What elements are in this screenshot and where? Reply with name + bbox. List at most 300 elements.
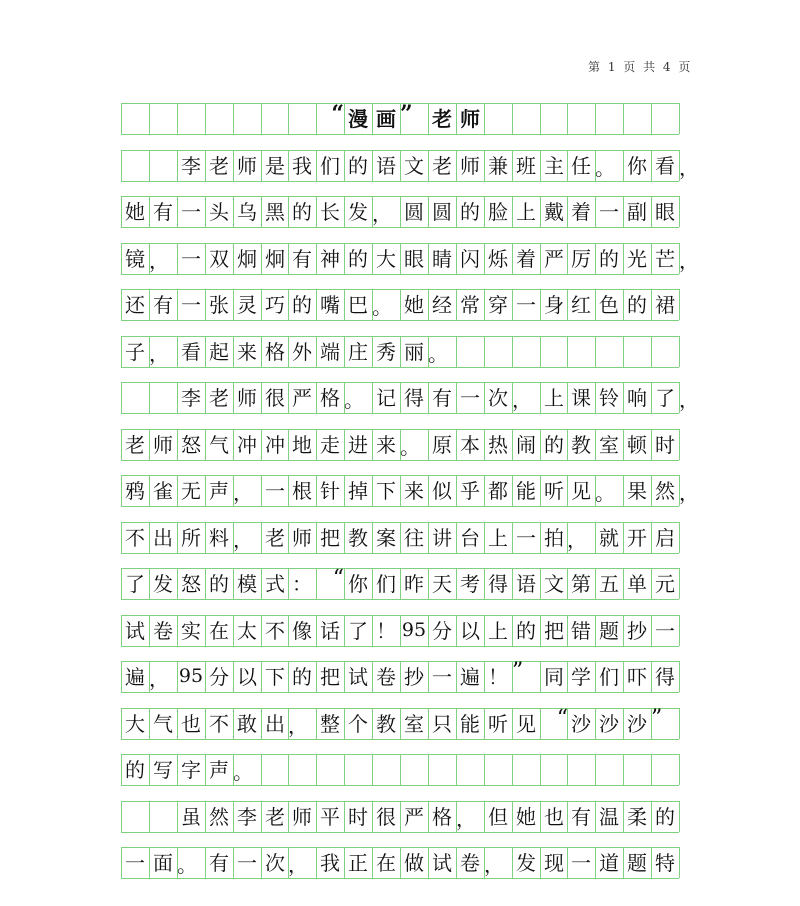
essay-line bbox=[121, 475, 699, 506]
grid-character: 所 bbox=[181, 525, 201, 550]
grid-character: 来 bbox=[376, 432, 396, 457]
grid-character: 老 bbox=[209, 385, 229, 410]
grid-character: ， bbox=[149, 667, 169, 691]
grid-character: 经 bbox=[432, 292, 452, 317]
grid-character: 分 bbox=[432, 618, 452, 643]
grid-character: 常 bbox=[460, 292, 480, 317]
grid-character: 画 bbox=[376, 106, 396, 131]
grid-character: 长 bbox=[320, 199, 340, 224]
grid-character: 。 bbox=[595, 481, 615, 505]
grid-character: 穿 bbox=[488, 292, 508, 317]
grid-character: 教 bbox=[348, 525, 368, 550]
grid-character: 的 bbox=[627, 292, 647, 317]
grid-character: 老 bbox=[265, 804, 285, 829]
grid-character: 一 bbox=[237, 850, 257, 875]
grid-character: 一 bbox=[516, 292, 536, 317]
grid-character: 记 bbox=[376, 385, 396, 410]
grid-character: 平 bbox=[320, 804, 340, 829]
grid-vertical-line bbox=[679, 568, 680, 599]
grid-character: 开 bbox=[627, 525, 647, 550]
grid-character: 沙 bbox=[627, 711, 647, 736]
grid-character: 师 bbox=[237, 385, 257, 410]
grid-character: 题 bbox=[627, 850, 647, 875]
grid-character: ， bbox=[372, 202, 392, 226]
grid-character: 老 bbox=[265, 525, 285, 550]
grid-character: 根 bbox=[292, 478, 312, 503]
grid-character: 室 bbox=[599, 432, 619, 457]
grid-character: 以 bbox=[460, 618, 480, 643]
grid-character: “ bbox=[331, 101, 344, 127]
grid-character: 大 bbox=[125, 711, 145, 736]
grid-character: 李 bbox=[181, 153, 201, 178]
grid-vertical-line bbox=[679, 661, 680, 692]
grid-character: ， bbox=[149, 342, 169, 366]
grid-character: 时 bbox=[655, 432, 675, 457]
grid-horizontal-line bbox=[121, 367, 679, 368]
grid-character: 李 bbox=[237, 804, 257, 829]
grid-character: 以 bbox=[237, 664, 257, 689]
grid-character: ， bbox=[456, 807, 476, 831]
essay-line bbox=[121, 615, 679, 646]
essay-line bbox=[121, 847, 679, 878]
grid-character: 在 bbox=[376, 850, 396, 875]
essay-line bbox=[121, 336, 679, 367]
grid-character: 台 bbox=[460, 525, 480, 550]
grid-character: 圆 bbox=[432, 199, 452, 224]
grid-character: 副 bbox=[627, 199, 647, 224]
grid-horizontal-line bbox=[121, 553, 679, 554]
grid-character: ， bbox=[233, 481, 253, 505]
grid-character: 单 bbox=[627, 571, 647, 596]
grid-character: 师 bbox=[460, 153, 480, 178]
grid-character: 案 bbox=[376, 525, 396, 550]
grid-vertical-line bbox=[679, 103, 680, 134]
grid-character: 冲 bbox=[237, 432, 257, 457]
grid-character: 听 bbox=[488, 711, 508, 736]
grid-character: 脸 bbox=[488, 199, 508, 224]
grid-character: 无 bbox=[181, 478, 201, 503]
grid-character: 的 bbox=[292, 664, 312, 689]
grid-character: 声 bbox=[209, 478, 229, 503]
essay-line bbox=[121, 708, 679, 739]
grid-character: 拍 bbox=[544, 525, 564, 550]
grid-character: 模 bbox=[237, 571, 257, 596]
essay-line bbox=[121, 522, 679, 553]
grid-character: 来 bbox=[237, 339, 257, 364]
grid-character: 你 bbox=[348, 571, 368, 596]
grid-character: 热 bbox=[488, 432, 508, 457]
grid-character: ， bbox=[679, 481, 699, 505]
grid-character: ” bbox=[512, 659, 524, 684]
grid-character: 主 bbox=[544, 153, 564, 178]
grid-character: 做 bbox=[404, 850, 424, 875]
grid-character: 灵 bbox=[237, 292, 257, 317]
grid-character: 一 bbox=[516, 525, 536, 550]
grid-character: 乎 bbox=[460, 478, 480, 503]
grid-character: 地 bbox=[292, 432, 312, 457]
grid-character: 一 bbox=[432, 664, 452, 689]
grid-character: 实 bbox=[181, 618, 201, 643]
grid-character: 厉 bbox=[571, 246, 591, 271]
grid-character: 往 bbox=[404, 525, 424, 550]
grid-character: 温 bbox=[599, 804, 619, 829]
grid-character: 文 bbox=[544, 571, 564, 596]
essay-line bbox=[121, 289, 679, 320]
grid-character: 第 bbox=[571, 571, 591, 596]
grid-character: 巴 bbox=[348, 292, 368, 317]
essay-line bbox=[121, 196, 679, 227]
grid-character: 师 bbox=[237, 153, 257, 178]
grid-character: “ bbox=[332, 566, 344, 591]
grid-character: 一 bbox=[265, 478, 285, 503]
grid-character: 太 bbox=[237, 618, 257, 643]
grid-character: 文 bbox=[404, 153, 424, 178]
grid-vertical-line bbox=[679, 615, 680, 646]
grid-character: 。 bbox=[177, 853, 197, 877]
grid-vertical-line bbox=[679, 429, 680, 460]
grid-character: 双 bbox=[209, 246, 229, 271]
grid-character: 们 bbox=[320, 153, 340, 178]
grid-character: 柔 bbox=[627, 804, 647, 829]
grid-horizontal-line bbox=[121, 413, 679, 414]
grid-character: 师 bbox=[292, 525, 312, 550]
grid-character: 卷 bbox=[460, 850, 480, 875]
grid-character: 气 bbox=[153, 711, 173, 736]
grid-horizontal-line bbox=[121, 739, 679, 740]
grid-horizontal-line bbox=[121, 460, 679, 461]
grid-character: 铃 bbox=[599, 385, 619, 410]
grid-character: 教 bbox=[571, 432, 591, 457]
grid-character: 鸦 bbox=[125, 478, 145, 503]
grid-horizontal-line bbox=[121, 599, 679, 600]
grid-horizontal-line bbox=[121, 274, 679, 275]
grid-character: 发 bbox=[153, 571, 173, 596]
grid-character: 的 bbox=[460, 199, 480, 224]
grid-character: 们 bbox=[376, 571, 396, 596]
grid-character: 大 bbox=[376, 246, 396, 271]
grid-character: 师 bbox=[460, 106, 480, 131]
grid-character: 的 bbox=[292, 292, 312, 317]
grid-character: 试 bbox=[348, 664, 368, 689]
grid-character: 字 bbox=[181, 757, 201, 782]
grid-character: 来 bbox=[404, 478, 424, 503]
grid-character: 神 bbox=[320, 246, 340, 271]
grid-character: ， bbox=[288, 714, 308, 738]
grid-character: 老 bbox=[432, 106, 452, 131]
grid-character: 了 bbox=[348, 618, 368, 643]
grid-character: “ bbox=[556, 706, 568, 731]
grid-character: 式 bbox=[265, 571, 285, 596]
grid-character: 出 bbox=[153, 525, 173, 550]
grid-character: 色 bbox=[599, 292, 619, 317]
grid-character: 兼 bbox=[488, 153, 508, 178]
grid-character: 严 bbox=[292, 385, 312, 410]
grid-character: 端 bbox=[320, 339, 340, 364]
grid-character: 就 bbox=[599, 525, 619, 550]
grid-character: 不 bbox=[209, 711, 229, 736]
grid-character: 裙 bbox=[655, 292, 675, 317]
grid-character: 格 bbox=[320, 385, 340, 410]
grid-character: 怒 bbox=[181, 571, 201, 596]
grid-character: 特 bbox=[655, 850, 675, 875]
grid-character: 题 bbox=[599, 618, 619, 643]
grid-character: 把 bbox=[544, 618, 564, 643]
grid-character: 有 bbox=[153, 199, 173, 224]
grid-character: 课 bbox=[571, 385, 591, 410]
grid-character: 讲 bbox=[432, 525, 452, 550]
grid-character: ， bbox=[679, 388, 699, 412]
grid-character: ， bbox=[288, 853, 308, 877]
grid-vertical-line bbox=[679, 289, 680, 320]
grid-character: 卷 bbox=[376, 664, 396, 689]
grid-character: 似 bbox=[432, 478, 452, 503]
grid-horizontal-line bbox=[121, 692, 679, 693]
grid-character: 的 bbox=[655, 804, 675, 829]
grid-character: 得 bbox=[655, 664, 675, 689]
grid-character: 像 bbox=[292, 618, 312, 643]
grid-character: 李 bbox=[181, 385, 201, 410]
grid-character: 黑 bbox=[265, 199, 285, 224]
grid-character: 原 bbox=[432, 432, 452, 457]
grid-character: 吓 bbox=[627, 664, 647, 689]
grid-character: 学 bbox=[571, 664, 591, 689]
grid-character: ， bbox=[149, 249, 169, 273]
grid-character: 天 bbox=[432, 571, 452, 596]
grid-character: 闪 bbox=[460, 246, 480, 271]
grid-character: 抄 bbox=[627, 618, 647, 643]
grid-character: 把 bbox=[320, 664, 340, 689]
grid-character: 的 bbox=[348, 246, 368, 271]
grid-horizontal-line bbox=[121, 134, 679, 135]
grid-vertical-line bbox=[679, 847, 680, 878]
grid-character: 。 bbox=[428, 342, 448, 366]
grid-character: 卷 bbox=[153, 618, 173, 643]
grid-character: 虽 bbox=[181, 804, 201, 829]
grid-character: 。 bbox=[372, 295, 392, 319]
grid-character: 语 bbox=[516, 571, 536, 596]
grid-character: 元 bbox=[655, 571, 675, 596]
grid-character: 敢 bbox=[237, 711, 257, 736]
grid-character: 庄 bbox=[348, 339, 368, 364]
grid-character: 教 bbox=[376, 711, 396, 736]
grid-character: 圆 bbox=[404, 199, 424, 224]
grid-character: 上 bbox=[516, 199, 536, 224]
grid-character: 不 bbox=[265, 618, 285, 643]
grid-character: 烁 bbox=[488, 246, 508, 271]
grid-character: 有 bbox=[571, 804, 591, 829]
grid-character: 了 bbox=[655, 385, 675, 410]
grid-character: 冲 bbox=[265, 432, 285, 457]
grid-character: 看 bbox=[655, 153, 675, 178]
grid-character: 有 bbox=[209, 850, 229, 875]
grid-character: 昨 bbox=[404, 571, 424, 596]
grid-horizontal-line bbox=[121, 878, 679, 879]
grid-character: 睛 bbox=[432, 246, 452, 271]
grid-character: 次 bbox=[265, 850, 285, 875]
grid-character: 怒 bbox=[181, 432, 201, 457]
grid-character: 见 bbox=[516, 711, 536, 736]
grid-character: 在 bbox=[209, 618, 229, 643]
grid-character: 95 bbox=[178, 665, 204, 687]
grid-character: ： bbox=[292, 571, 312, 596]
grid-character: 遍 bbox=[460, 664, 480, 689]
grid-character: 能 bbox=[460, 711, 480, 736]
grid-character: 我 bbox=[292, 153, 312, 178]
grid-character: ， bbox=[512, 388, 532, 412]
grid-character: 着 bbox=[571, 199, 591, 224]
grid-character: 上 bbox=[488, 525, 508, 550]
grid-character: 她 bbox=[516, 804, 536, 829]
grid-character: 芒 bbox=[655, 246, 675, 271]
grid-character: 有 bbox=[432, 385, 452, 410]
grid-character: 气 bbox=[209, 432, 229, 457]
grid-character: 的 bbox=[209, 571, 229, 596]
grid-character: 红 bbox=[571, 292, 591, 317]
grid-character: 启 bbox=[655, 525, 675, 550]
grid-character: 有 bbox=[292, 246, 312, 271]
grid-vertical-line bbox=[679, 708, 680, 739]
grid-character: 正 bbox=[348, 850, 368, 875]
grid-character: 时 bbox=[348, 804, 368, 829]
grid-character: 很 bbox=[376, 804, 396, 829]
grid-character: 把 bbox=[320, 525, 340, 550]
grid-character: 一 bbox=[125, 850, 145, 875]
grid-character: 老 bbox=[209, 153, 229, 178]
grid-character: 师 bbox=[153, 432, 173, 457]
grid-character: ， bbox=[567, 528, 587, 552]
grid-character: 一 bbox=[181, 199, 201, 224]
essay-line bbox=[121, 754, 679, 785]
grid-character: 还 bbox=[125, 292, 145, 317]
grid-character: 有 bbox=[153, 292, 173, 317]
grid-character: 一 bbox=[181, 246, 201, 271]
grid-horizontal-line bbox=[121, 646, 679, 647]
grid-character: 闹 bbox=[516, 432, 536, 457]
grid-character: 声 bbox=[209, 757, 229, 782]
grid-character: ， bbox=[679, 249, 699, 273]
grid-character: 次 bbox=[488, 385, 508, 410]
grid-character: 料 bbox=[209, 525, 229, 550]
grid-horizontal-line bbox=[121, 506, 679, 507]
grid-character: 张 bbox=[209, 292, 229, 317]
grid-character: 然 bbox=[655, 478, 675, 503]
grid-character: 老 bbox=[432, 153, 452, 178]
grid-character: 任 bbox=[571, 153, 591, 178]
grid-character: 沙 bbox=[599, 711, 619, 736]
grid-vertical-line bbox=[679, 336, 680, 367]
grid-character: 。 bbox=[595, 156, 615, 180]
grid-character: 一 bbox=[655, 618, 675, 643]
grid-character: 听 bbox=[544, 478, 564, 503]
grid-character: 漫 bbox=[348, 106, 368, 131]
grid-character: 着 bbox=[516, 246, 536, 271]
grid-character: 。 bbox=[344, 388, 364, 412]
grid-vertical-line bbox=[679, 196, 680, 227]
grid-character: 头 bbox=[209, 199, 229, 224]
grid-character: 是 bbox=[265, 153, 285, 178]
grid-character: 出 bbox=[265, 711, 285, 736]
essay-line bbox=[121, 243, 699, 274]
grid-character: 戴 bbox=[544, 199, 564, 224]
grid-character: 的 bbox=[125, 757, 145, 782]
grid-character: 语 bbox=[376, 153, 396, 178]
grid-character: 格 bbox=[265, 339, 285, 364]
grid-character: 也 bbox=[181, 711, 201, 736]
grid-vertical-line bbox=[679, 754, 680, 785]
grid-character: 话 bbox=[320, 618, 340, 643]
essay-line bbox=[121, 661, 679, 692]
grid-character: 错 bbox=[571, 618, 591, 643]
essay-line bbox=[121, 382, 699, 413]
grid-character: 不 bbox=[125, 525, 145, 550]
grid-character: 格 bbox=[432, 804, 452, 829]
grid-character: 严 bbox=[544, 246, 564, 271]
grid-character: 镜 bbox=[125, 246, 145, 271]
grid-character: 一 bbox=[181, 292, 201, 317]
grid-character: 针 bbox=[320, 478, 340, 503]
grid-character: 。 bbox=[400, 435, 420, 459]
grid-character: 同 bbox=[544, 664, 564, 689]
grid-character: 但 bbox=[488, 804, 508, 829]
grid-character: 眼 bbox=[655, 199, 675, 224]
grid-character: 丽 bbox=[404, 339, 424, 364]
grid-character: 道 bbox=[599, 850, 619, 875]
grid-character: 也 bbox=[544, 804, 564, 829]
grid-character: 掉 bbox=[348, 478, 368, 503]
grid-character: 严 bbox=[404, 804, 424, 829]
grid-character: 师 bbox=[292, 804, 312, 829]
grid-character: ！ bbox=[376, 618, 396, 643]
grid-character: 炯 bbox=[237, 246, 257, 271]
grid-character: 现 bbox=[544, 850, 564, 875]
grid-horizontal-line bbox=[121, 785, 679, 786]
grid-character: 写 bbox=[153, 757, 173, 782]
grid-character: 分 bbox=[209, 664, 229, 689]
grid-character: 的 bbox=[544, 432, 564, 457]
grid-character: 起 bbox=[209, 339, 229, 364]
grid-character: 嘴 bbox=[320, 292, 340, 317]
grid-character: 班 bbox=[516, 153, 536, 178]
grid-character: 顿 bbox=[627, 432, 647, 457]
grid-character: 老 bbox=[125, 432, 145, 457]
grid-character: 试 bbox=[432, 850, 452, 875]
grid-character: 炯 bbox=[265, 246, 285, 271]
essay-line bbox=[121, 801, 679, 832]
grid-character: 看 bbox=[181, 339, 201, 364]
essay-line bbox=[121, 568, 679, 599]
grid-character: 都 bbox=[488, 478, 508, 503]
grid-character: 走 bbox=[320, 432, 340, 457]
grid-character: 然 bbox=[209, 804, 229, 829]
grid-character: ” bbox=[400, 101, 413, 127]
grid-character: 一 bbox=[460, 385, 480, 410]
grid-character: ， bbox=[233, 528, 253, 552]
grid-character: 进 bbox=[348, 432, 368, 457]
grid-character: 只 bbox=[432, 711, 452, 736]
grid-character: 们 bbox=[599, 664, 619, 689]
grid-character: 抄 bbox=[404, 664, 424, 689]
grid-character: 很 bbox=[265, 385, 285, 410]
grid-character: 五 bbox=[599, 571, 619, 596]
grid-character: 能 bbox=[516, 478, 536, 503]
grid-character: 下 bbox=[376, 478, 396, 503]
grid-character: 个 bbox=[348, 711, 368, 736]
grid-character: 身 bbox=[544, 292, 564, 317]
grid-character: 的 bbox=[599, 246, 619, 271]
essay-title bbox=[121, 103, 679, 134]
grid-character: ” bbox=[651, 706, 663, 731]
grid-character: 得 bbox=[404, 385, 424, 410]
